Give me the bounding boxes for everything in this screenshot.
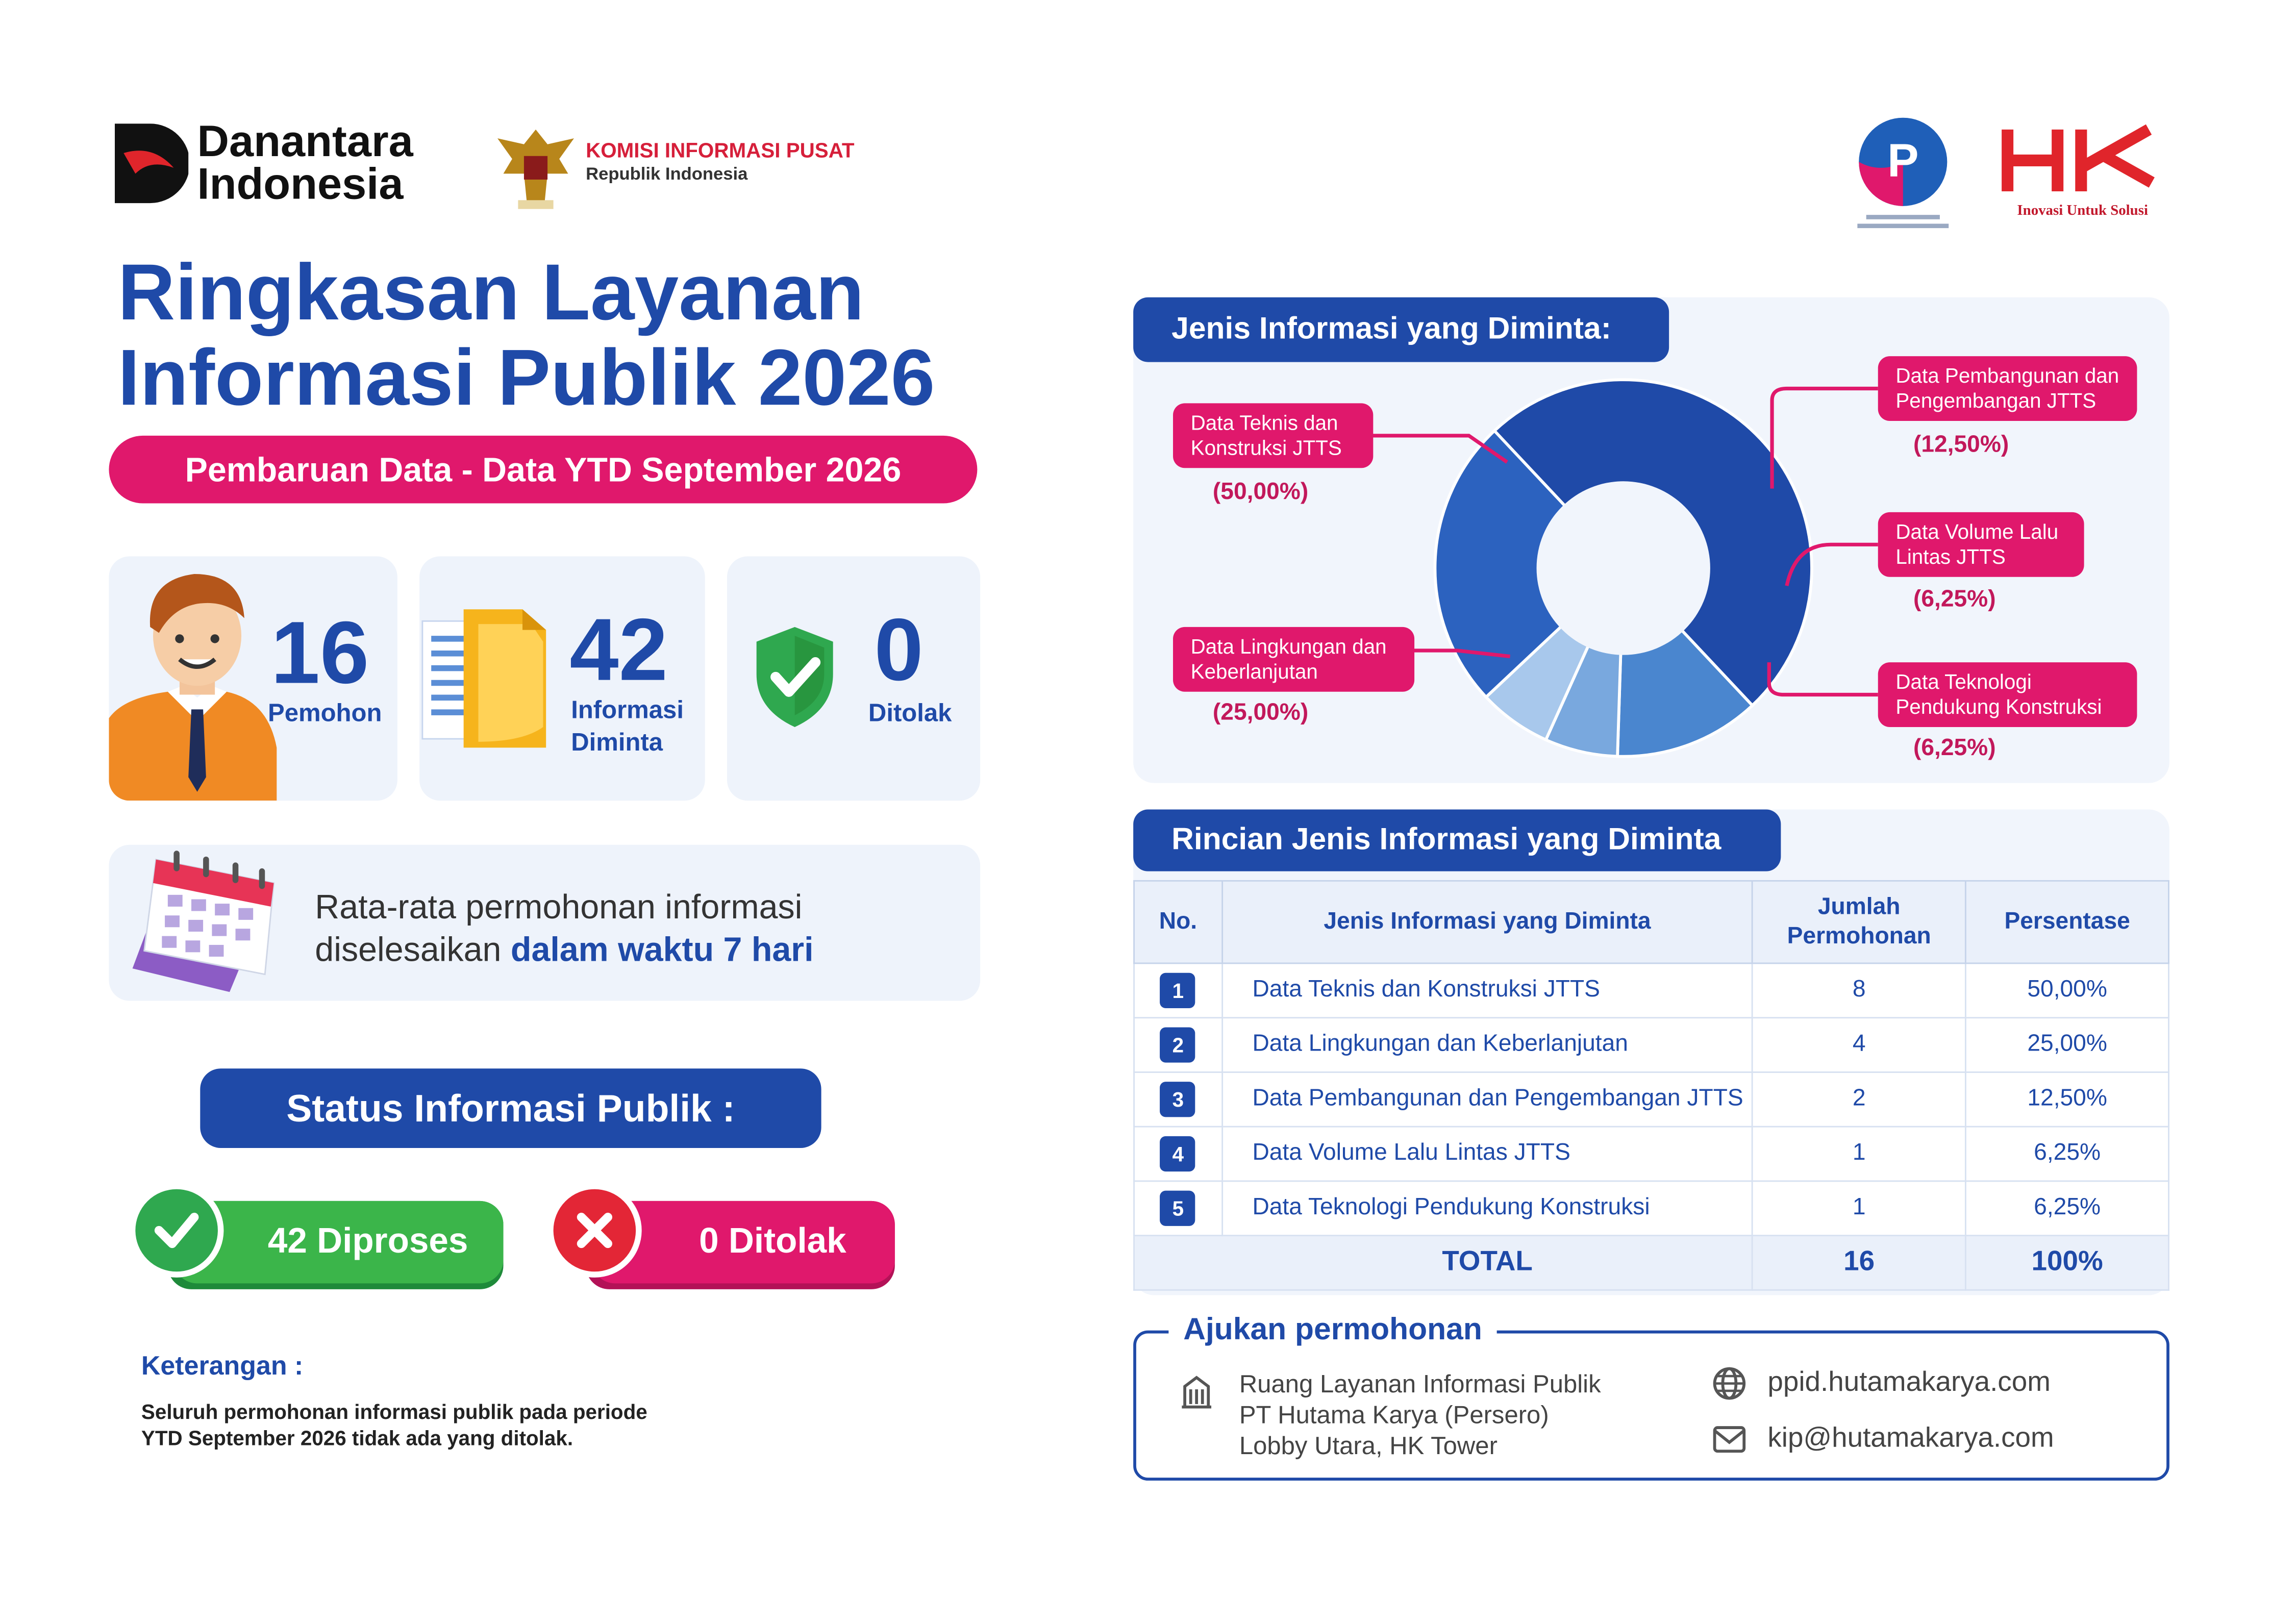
- stat-applicants-value: 16: [270, 603, 369, 702]
- pie-pct-teknologi: (6,25%): [1913, 736, 1996, 761]
- chart-title: Jenis Informasi yang Diminta:: [1171, 312, 1611, 346]
- pie-pct-teknis: (50,00%): [1212, 480, 1309, 505]
- address-line: PT Hutama Karya (Persero): [1239, 1401, 1549, 1429]
- contact-address: [1239, 1369, 1601, 1462]
- danantara-line2: Indonesia: [197, 160, 404, 209]
- documents-icon: [419, 601, 552, 762]
- row-count: 1: [1753, 1127, 1966, 1181]
- processed-badge: [130, 1183, 512, 1292]
- building-icon: [1178, 1371, 1216, 1410]
- contact-title: Ajukan permohonan: [1168, 1313, 1496, 1348]
- title-line2: Informasi Publik 2026: [117, 334, 935, 422]
- kip-logo: [494, 123, 907, 212]
- kip-subtitle: Republik Indonesia: [586, 163, 748, 184]
- svg-text:P: P: [1887, 134, 1919, 187]
- row-name: Data Lingkungan dan Keberlanjutan: [1222, 1018, 1752, 1072]
- page-title: [118, 250, 935, 421]
- shield-check-icon: [751, 624, 839, 730]
- row-percent: 25,00%: [1966, 1018, 2169, 1072]
- rejected-text: 0 Ditolak: [699, 1221, 846, 1262]
- stat-requests-label: Informasi Diminta: [571, 696, 684, 757]
- table-row: [1134, 963, 2169, 1018]
- processed-text: 42 Diproses: [267, 1221, 468, 1262]
- row-percent: 12,50%: [1966, 1072, 2169, 1127]
- subtitle-pill: [109, 436, 977, 504]
- row-name: Data Pembangunan dan Pengembangan JTTS: [1222, 1072, 1752, 1127]
- status-title: Status Informasi Publik :: [286, 1085, 735, 1130]
- pie-label-teknologi: Data Teknologi Pendukung Konstruksi: [1878, 662, 2137, 727]
- stat-rejected-label: Ditolak: [868, 699, 952, 727]
- globe-icon: [1712, 1366, 1747, 1401]
- pie-label-lingkungan: Data Lingkungan dan Keberlanjutan: [1173, 627, 1414, 692]
- header-percent: Persentase: [1966, 881, 2169, 963]
- header-type: Jenis Informasi yang Diminta: [1222, 881, 1752, 963]
- table-title: Rincian Jenis Informasi yang Diminta: [1171, 822, 1721, 857]
- address-line: Ruang Layanan Informasi Publik: [1239, 1370, 1601, 1399]
- average-highlight: dalam waktu 7 hari: [510, 930, 814, 969]
- stat-card-requests: [419, 556, 705, 801]
- row-count: 8: [1753, 963, 1966, 1018]
- calendar-icon: [123, 848, 285, 995]
- contact-website[interactable]: ppid.hutamakarya.com: [1767, 1367, 2051, 1399]
- address-line: Lobby Utara, HK Tower: [1239, 1432, 1498, 1460]
- header-count: Jumlah Permohonan: [1753, 881, 1966, 963]
- hk-mark-icon: [2002, 123, 2158, 197]
- check-icon: [130, 1183, 224, 1278]
- pie-label-teknis: Data Teknis dan Konstruksi JTTS: [1173, 403, 1373, 468]
- row-name: Data Teknologi Pendukung Konstruksi: [1222, 1181, 1752, 1236]
- pie-pct-pembangunan: (12,50%): [1913, 433, 2009, 458]
- average-card: [109, 845, 980, 1001]
- subtitle-text: Pembaruan Data - Data YTD September 2026: [185, 450, 902, 488]
- total-label: TOTAL: [1134, 1236, 1753, 1290]
- table-row: [1134, 1072, 2169, 1127]
- row-number: 5: [1160, 1191, 1195, 1226]
- row-count: 1: [1753, 1181, 1966, 1236]
- average-text: [315, 886, 933, 971]
- average-text-main: Rata-rata permohonan informasi diselesaikan: [315, 887, 803, 969]
- danantara-line1: Danantara: [197, 117, 413, 166]
- table-total-row: [1134, 1236, 2169, 1290]
- total-count: 16: [1753, 1236, 1966, 1290]
- row-name: Data Volume Lalu Lintas JTTS: [1222, 1127, 1752, 1181]
- pie-pct-volume: (6,25%): [1913, 587, 1996, 612]
- total-percent: 100%: [1966, 1236, 2169, 1290]
- danantara-logo: [115, 117, 439, 209]
- donut-hole: [1537, 481, 1710, 655]
- row-number: 4: [1160, 1136, 1195, 1171]
- row-percent: 50,00%: [1966, 963, 2169, 1018]
- pie-label-volume: Data Volume Lalu Lintas JTTS: [1878, 512, 2084, 577]
- row-number: 1: [1160, 973, 1195, 1008]
- status-title-pill: [200, 1068, 821, 1148]
- table-row: [1134, 1181, 2169, 1236]
- pie-pct-lingkungan: (25,00%): [1212, 701, 1309, 726]
- cross-icon: [547, 1183, 642, 1278]
- table-row: [1134, 1127, 2169, 1181]
- table-title-pill: [1133, 810, 1781, 871]
- stat-rejected-value: 0: [874, 600, 924, 700]
- kip-title: KOMISI INFORMASI PUSAT: [586, 138, 855, 162]
- hk-tagline: Inovasi Untuk Solusi: [2017, 203, 2148, 219]
- leader-line-teknologi: [1769, 662, 1878, 694]
- contact-email[interactable]: kip@hutamakarya.com: [1767, 1423, 2054, 1454]
- stat-card-applicants: [109, 556, 397, 801]
- header-no: No.: [1134, 881, 1222, 963]
- note-title: Keterangan :: [141, 1351, 304, 1381]
- stat-requests-value: 42: [569, 600, 668, 700]
- info-table: [1133, 880, 2169, 1291]
- ppid-mark-icon: [1849, 115, 1957, 233]
- pie-label-pembangunan: Data Pembangunan dan Pengembangan JTTS: [1878, 356, 2137, 421]
- title-line1: Ringkasan Layanan: [117, 248, 864, 337]
- row-percent: 6,25%: [1966, 1181, 2169, 1236]
- garuda-icon: [494, 123, 577, 212]
- table-row: [1134, 1018, 2169, 1072]
- danantara-mark-icon: [115, 123, 188, 206]
- row-percent: 6,25%: [1966, 1127, 2169, 1181]
- stat-applicants-label: Pemohon: [267, 699, 382, 727]
- ppid-logo: [1849, 115, 1957, 233]
- table-header-row: [1134, 881, 2169, 963]
- stat-card-rejected: [727, 556, 980, 801]
- note-text: Seluruh permohonan informasi publik pada periode YTD September 2026 tidak ada yang ditolak.: [141, 1400, 647, 1450]
- row-number: 3: [1160, 1082, 1195, 1117]
- person-icon: [109, 556, 285, 801]
- row-name: Data Teknis dan Konstruksi JTTS: [1222, 963, 1752, 1018]
- row-number: 2: [1160, 1027, 1195, 1062]
- mail-icon: [1712, 1425, 1747, 1454]
- row-count: 2: [1753, 1072, 1966, 1127]
- rejected-badge: [547, 1183, 901, 1292]
- row-count: 4: [1753, 1018, 1966, 1072]
- hk-logo: [2002, 123, 2163, 227]
